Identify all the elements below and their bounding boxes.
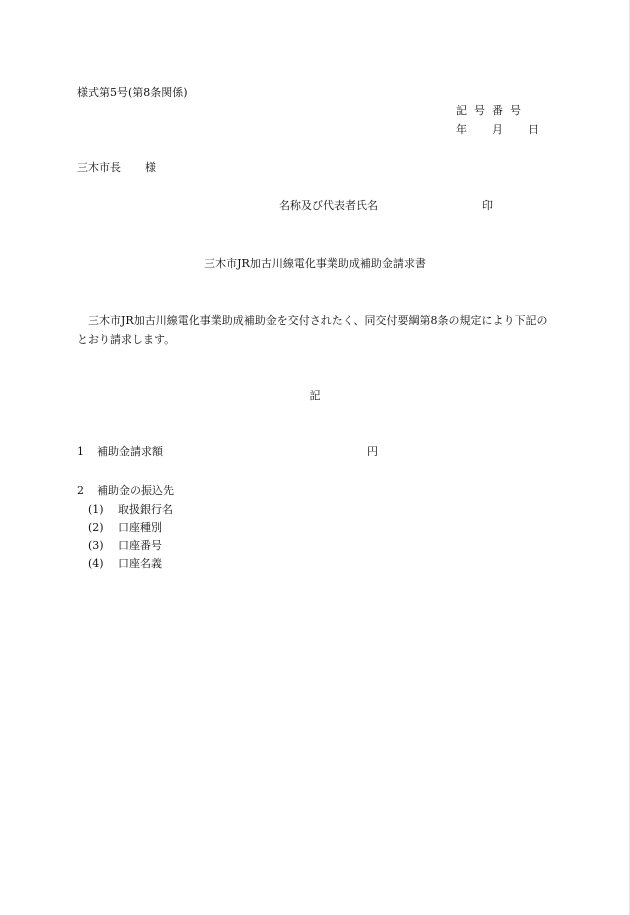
- sub-item-label: 口座種別: [118, 521, 162, 534]
- sub-item-number: (1): [88, 503, 104, 516]
- date-day: 日: [528, 123, 539, 136]
- item-number: 1: [77, 445, 84, 458]
- sub-item-number: (2): [88, 521, 104, 534]
- sub-item-label: 口座名義: [118, 557, 162, 570]
- item-label: 補助金の振込先: [97, 484, 174, 497]
- request-body: 三木市JR加古川線電化事業助成補助金を交付されたく、同交付要綱第8条の規定により下記のとおり請求します。: [77, 314, 548, 346]
- ki-heading: 記: [309, 389, 321, 402]
- seal-mark: 印: [482, 199, 493, 212]
- sub-item-bank-name: [88, 501, 173, 519]
- transfer-sub-items: [88, 501, 173, 573]
- item-transfer-destination: [77, 484, 174, 498]
- item-number: 2: [77, 484, 84, 497]
- addressee: [77, 161, 156, 175]
- sub-item-label: 口座番号: [118, 539, 162, 552]
- item-request-amount: [77, 445, 378, 459]
- sub-item-label: 取扱銀行名: [118, 503, 173, 516]
- applicant-label: 名称及び代表者氏名: [279, 199, 378, 212]
- yen-unit: 円: [367, 445, 378, 458]
- applicant-line: [279, 199, 493, 213]
- addressee-honorific: 様: [145, 161, 156, 174]
- date-line: [456, 123, 539, 137]
- addressee-name: 三木市長: [77, 161, 121, 174]
- sub-item-number: (4): [88, 557, 104, 570]
- sub-item-account-type: [88, 519, 173, 537]
- form-number: 様式第5号(第8条関係): [77, 86, 188, 99]
- date-month: 月: [492, 123, 503, 136]
- date-year: 年: [456, 123, 467, 136]
- document-title: 三木市JR加古川線電化事業助成補助金請求書: [204, 257, 426, 270]
- sub-item-account-holder: [88, 555, 173, 573]
- item-label: 補助金請求額: [97, 445, 163, 458]
- sub-item-account-number: [88, 537, 173, 555]
- sub-item-number: (3): [88, 539, 104, 552]
- registration-number-label: 記号番号: [456, 104, 528, 117]
